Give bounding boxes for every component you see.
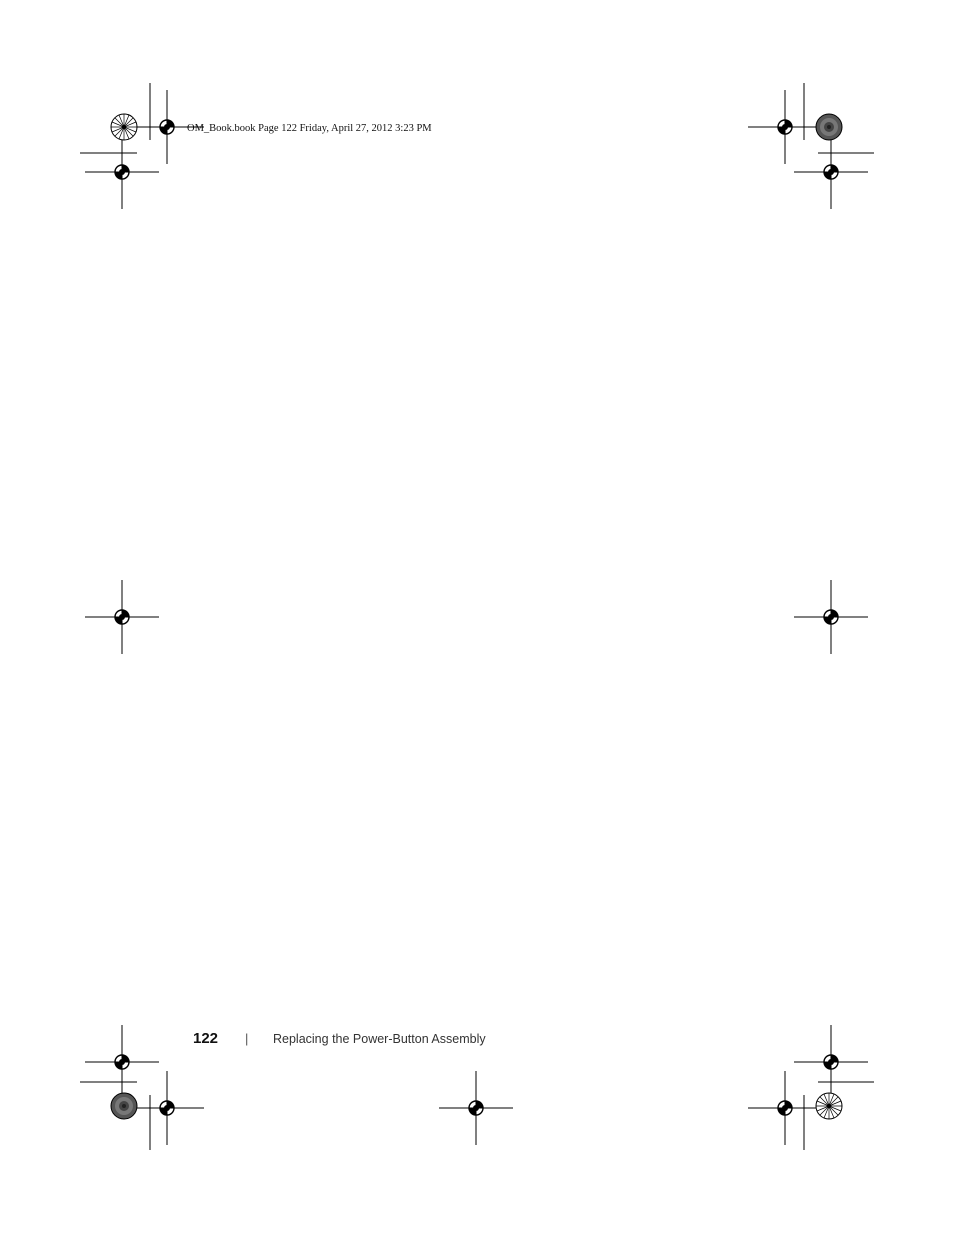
registration-mark-icon [748, 90, 822, 164]
page-footer [0, 1030, 954, 1054]
print-slug-text: OM_Book.book Page 122 Friday, April 27, 2012 3:23 PM [187, 123, 432, 134]
registration-mark-icon [748, 1071, 822, 1145]
registration-mark-icon [439, 1071, 513, 1145]
footer-section-title: Replacing the Power-Button Assembly [273, 1032, 486, 1046]
crop-lines [80, 83, 874, 1150]
registration-mark-icon [794, 580, 868, 654]
footer-separator: | [245, 1031, 249, 1046]
registration-mark-icon [794, 135, 868, 209]
page-number: 122 [193, 1030, 219, 1047]
starburst-target-icon [816, 114, 842, 140]
registration-mark-icon [85, 580, 159, 654]
registration-mark-icon [130, 90, 204, 164]
registration-mark-icon [85, 135, 159, 209]
starburst-target-icon [111, 114, 137, 140]
registration-mark-icon [130, 1071, 204, 1145]
starburst-target-icon [111, 1093, 137, 1119]
starburst-target-icon [816, 1093, 842, 1119]
